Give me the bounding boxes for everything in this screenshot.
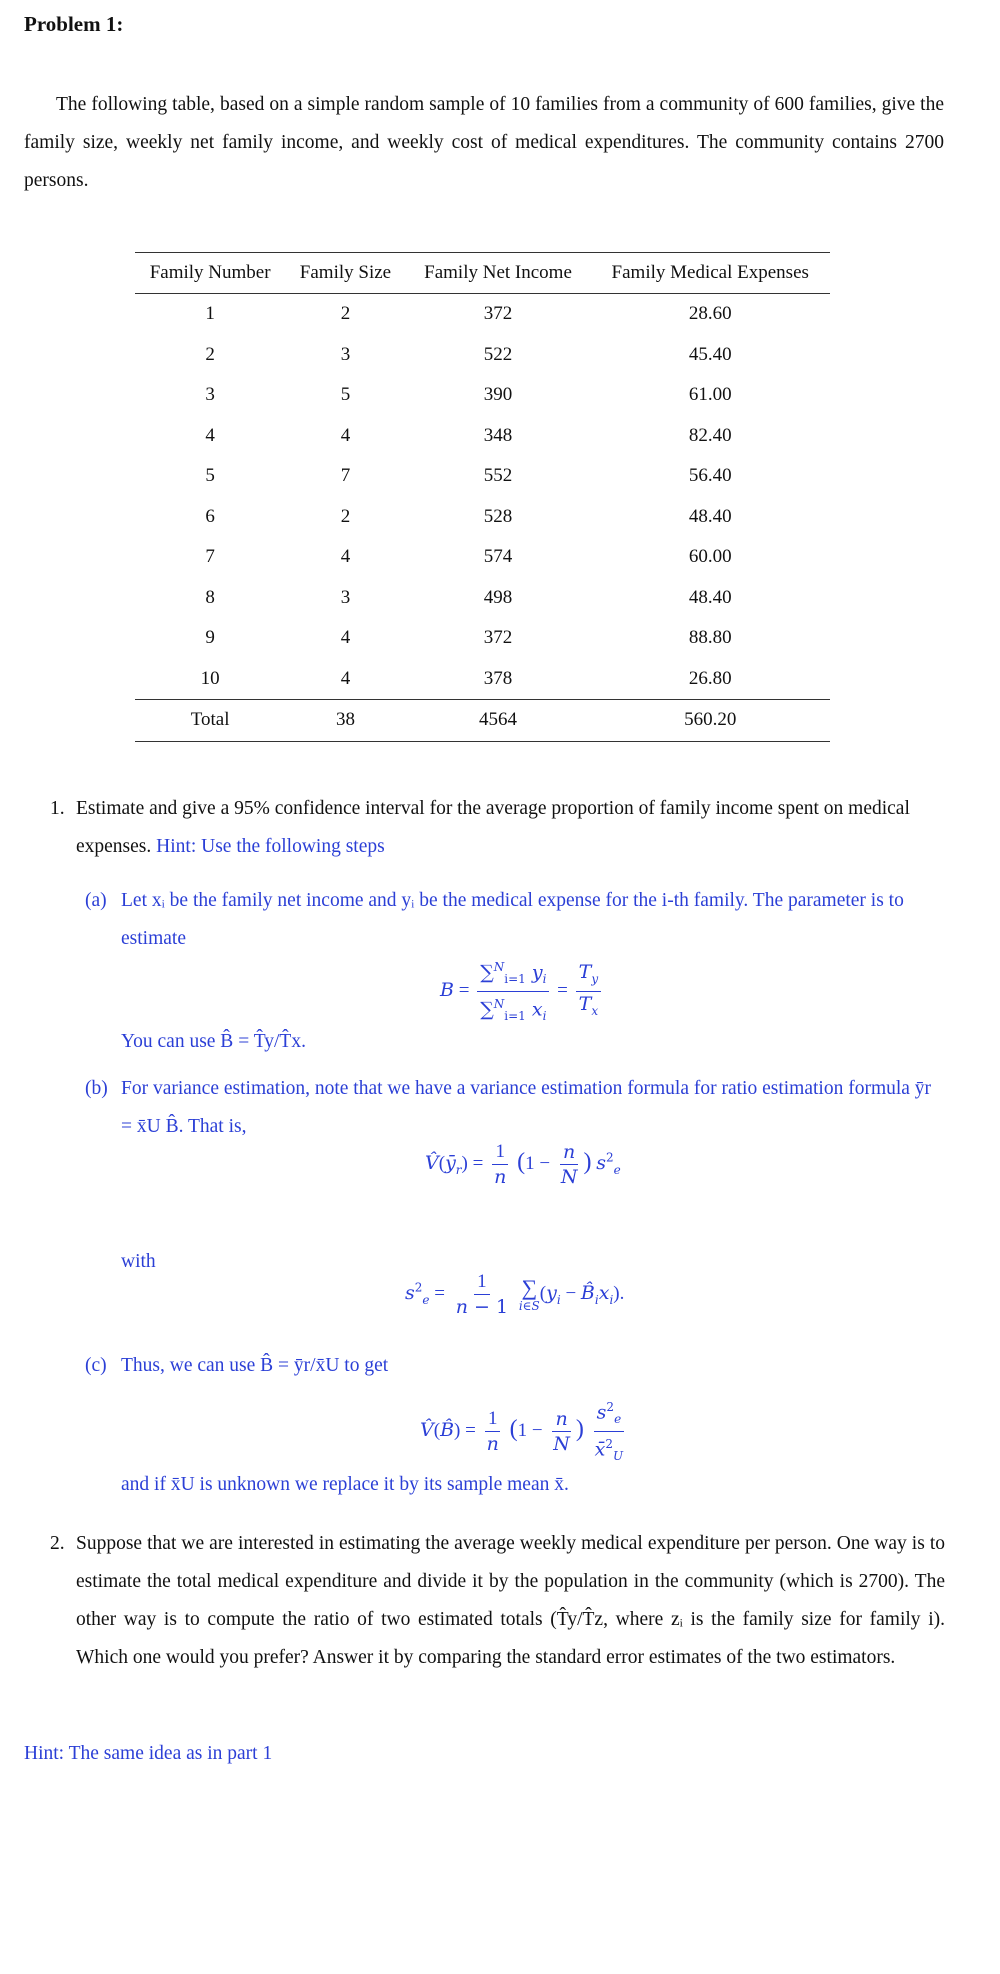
total-size: 38 bbox=[285, 700, 405, 742]
part-c-label: (c) bbox=[85, 1355, 107, 1376]
q2-text: Suppose that we are interested in estimating the average weekly medical expenditure per person. One way is to estimate the total medical expenditure and divide it by the population in the community (which is 2700). The other way is to compute the ratio of two estimated totals (T̂y/T̂z, where zᵢ is the family size for family i). Which one would you prefer? Answer it by comparing the standard error estimates of the two estimators. bbox=[76, 1533, 945, 1668]
cell-number: 2 bbox=[205, 343, 215, 365]
table-row bbox=[135, 659, 830, 700]
equation-variance-B: V̂(B̂) = $\frac{1}{n}$ (1 − $\frac{n}{N}$ ) $\frac{s^2_e}{x̄^2_U}$ bbox=[420, 1395, 629, 1468]
part-a-text: Let xᵢ be the family net income and yᵢ be the medical expense for the i-th family. The parameter is to estimate bbox=[121, 890, 904, 949]
q1-hint: Hint: Use the following steps bbox=[156, 836, 385, 857]
table-row bbox=[135, 375, 830, 416]
cell-size: 3 bbox=[340, 586, 351, 608]
q2-number: 2. bbox=[50, 1533, 65, 1554]
cell-income: 574 bbox=[483, 546, 513, 568]
cell-income: 378 bbox=[483, 667, 513, 689]
part-b-text: For variance estimation, note that we have a variance estimation formula for ratio estimation formula ȳr = x̄U B̂. That is, bbox=[121, 1078, 932, 1137]
header-medical-expenses: Family Medical Expenses bbox=[590, 253, 830, 294]
table-header-row bbox=[135, 253, 830, 294]
header-net-income: Family Net Income bbox=[406, 253, 591, 294]
cell-size: 4 bbox=[340, 546, 351, 568]
cell-expenses: 88.80 bbox=[688, 627, 732, 649]
cell-number: 9 bbox=[205, 627, 215, 649]
table-row bbox=[135, 497, 830, 538]
part-a-label: (a) bbox=[85, 890, 107, 911]
cell-income: 552 bbox=[483, 465, 513, 487]
cell-income: 372 bbox=[483, 627, 513, 649]
cell-income: 498 bbox=[483, 586, 513, 608]
equation-variance-yr: $V̂(ȳ_r)$ = $\frac{1}{n}$ (1 − $\frac{n}{N}$ ) $s^2_e$ bbox=[425, 1141, 621, 1188]
q1-text: Estimate and give a 95% confidence interval for the average proportion of family income spent on medical expenses. bbox=[76, 798, 910, 857]
equation-B-definition: B = $\frac{\sum^N_{i=1} y_i}{\sum^N_{i=1} x_i}$ = $\frac{T_y}{T_x}$ bbox=[440, 955, 604, 1028]
cell-number: 8 bbox=[205, 586, 215, 608]
question-1 bbox=[50, 790, 945, 866]
part-c-end: and if x̄U is unknown we replace it by its sample mean x̄. bbox=[121, 1474, 569, 1495]
cell-income: 372 bbox=[483, 303, 513, 325]
cell-expenses: 60.00 bbox=[688, 546, 732, 568]
part-b-with: with bbox=[121, 1251, 156, 1272]
cell-expenses: 48.40 bbox=[688, 505, 732, 527]
cell-expenses: 28.60 bbox=[688, 303, 732, 325]
cell-size: 4 bbox=[340, 667, 351, 689]
cell-number: 7 bbox=[205, 546, 215, 568]
table-row bbox=[135, 578, 830, 619]
cell-size: 3 bbox=[340, 343, 351, 365]
intro-paragraph bbox=[24, 86, 944, 200]
cell-income: 522 bbox=[483, 343, 513, 365]
header-family-number: Family Number bbox=[135, 253, 285, 294]
cell-expenses: 61.00 bbox=[688, 384, 732, 406]
problem-heading: Problem 1: bbox=[24, 12, 124, 36]
q1-part-b bbox=[85, 1070, 945, 1146]
cell-size: 4 bbox=[340, 627, 351, 649]
cell-number: 4 bbox=[205, 424, 215, 446]
table-total-row bbox=[135, 700, 830, 742]
cell-number: 10 bbox=[200, 667, 220, 689]
cell-expenses: 45.40 bbox=[688, 343, 732, 365]
cell-number: 3 bbox=[205, 384, 215, 406]
part-a-use: You can use B̂ = T̂y/T̂x. bbox=[121, 1031, 306, 1052]
q1-part-a bbox=[85, 882, 945, 958]
table-row bbox=[135, 456, 830, 497]
q1-part-c bbox=[85, 1347, 945, 1385]
cell-size: 7 bbox=[340, 465, 351, 487]
table-row bbox=[135, 335, 830, 376]
cell-size: 4 bbox=[340, 424, 351, 446]
final-hint: Hint: The same idea as in part 1 bbox=[24, 1743, 273, 1764]
equation-se-squared: $s^2_e$ = $\frac{1}{n - 1}$ ∑ i∈S ($y_i$ − $B̂_ix_i$). bbox=[405, 1271, 625, 1318]
cell-income: 528 bbox=[483, 505, 513, 527]
family-data-table bbox=[135, 252, 830, 742]
cell-expenses: 56.40 bbox=[688, 465, 732, 487]
cell-number: 5 bbox=[205, 465, 215, 487]
cell-size: 2 bbox=[340, 303, 351, 325]
total-label: Total bbox=[135, 700, 285, 742]
total-income: 4564 bbox=[406, 700, 591, 742]
table-row bbox=[135, 416, 830, 457]
question-2 bbox=[50, 1525, 945, 1677]
cell-number: 1 bbox=[205, 303, 215, 325]
part-c-text: Thus, we can use B̂ = ȳr/x̄U to get bbox=[121, 1355, 389, 1376]
cell-income: 348 bbox=[483, 424, 513, 446]
table-row bbox=[135, 618, 830, 659]
cell-size: 2 bbox=[340, 505, 351, 527]
cell-size: 5 bbox=[340, 384, 351, 406]
cell-number: 6 bbox=[205, 505, 215, 527]
table-row bbox=[135, 294, 830, 335]
part-b-label: (b) bbox=[85, 1078, 108, 1099]
cell-income: 390 bbox=[483, 384, 513, 406]
q1-number: 1. bbox=[50, 798, 65, 819]
table-row bbox=[135, 537, 830, 578]
cell-expenses: 26.80 bbox=[688, 667, 732, 689]
header-family-size: Family Size bbox=[285, 253, 405, 294]
total-expenses: 560.20 bbox=[590, 700, 830, 742]
intro-text: The following table, based on a simple random sample of 10 families from a community of 600 families, give the family size, weekly net family income, and weekly cost of medical expenditures. The community contains 2700 persons. bbox=[24, 94, 944, 191]
cell-expenses: 82.40 bbox=[688, 424, 732, 446]
cell-expenses: 48.40 bbox=[688, 586, 732, 608]
